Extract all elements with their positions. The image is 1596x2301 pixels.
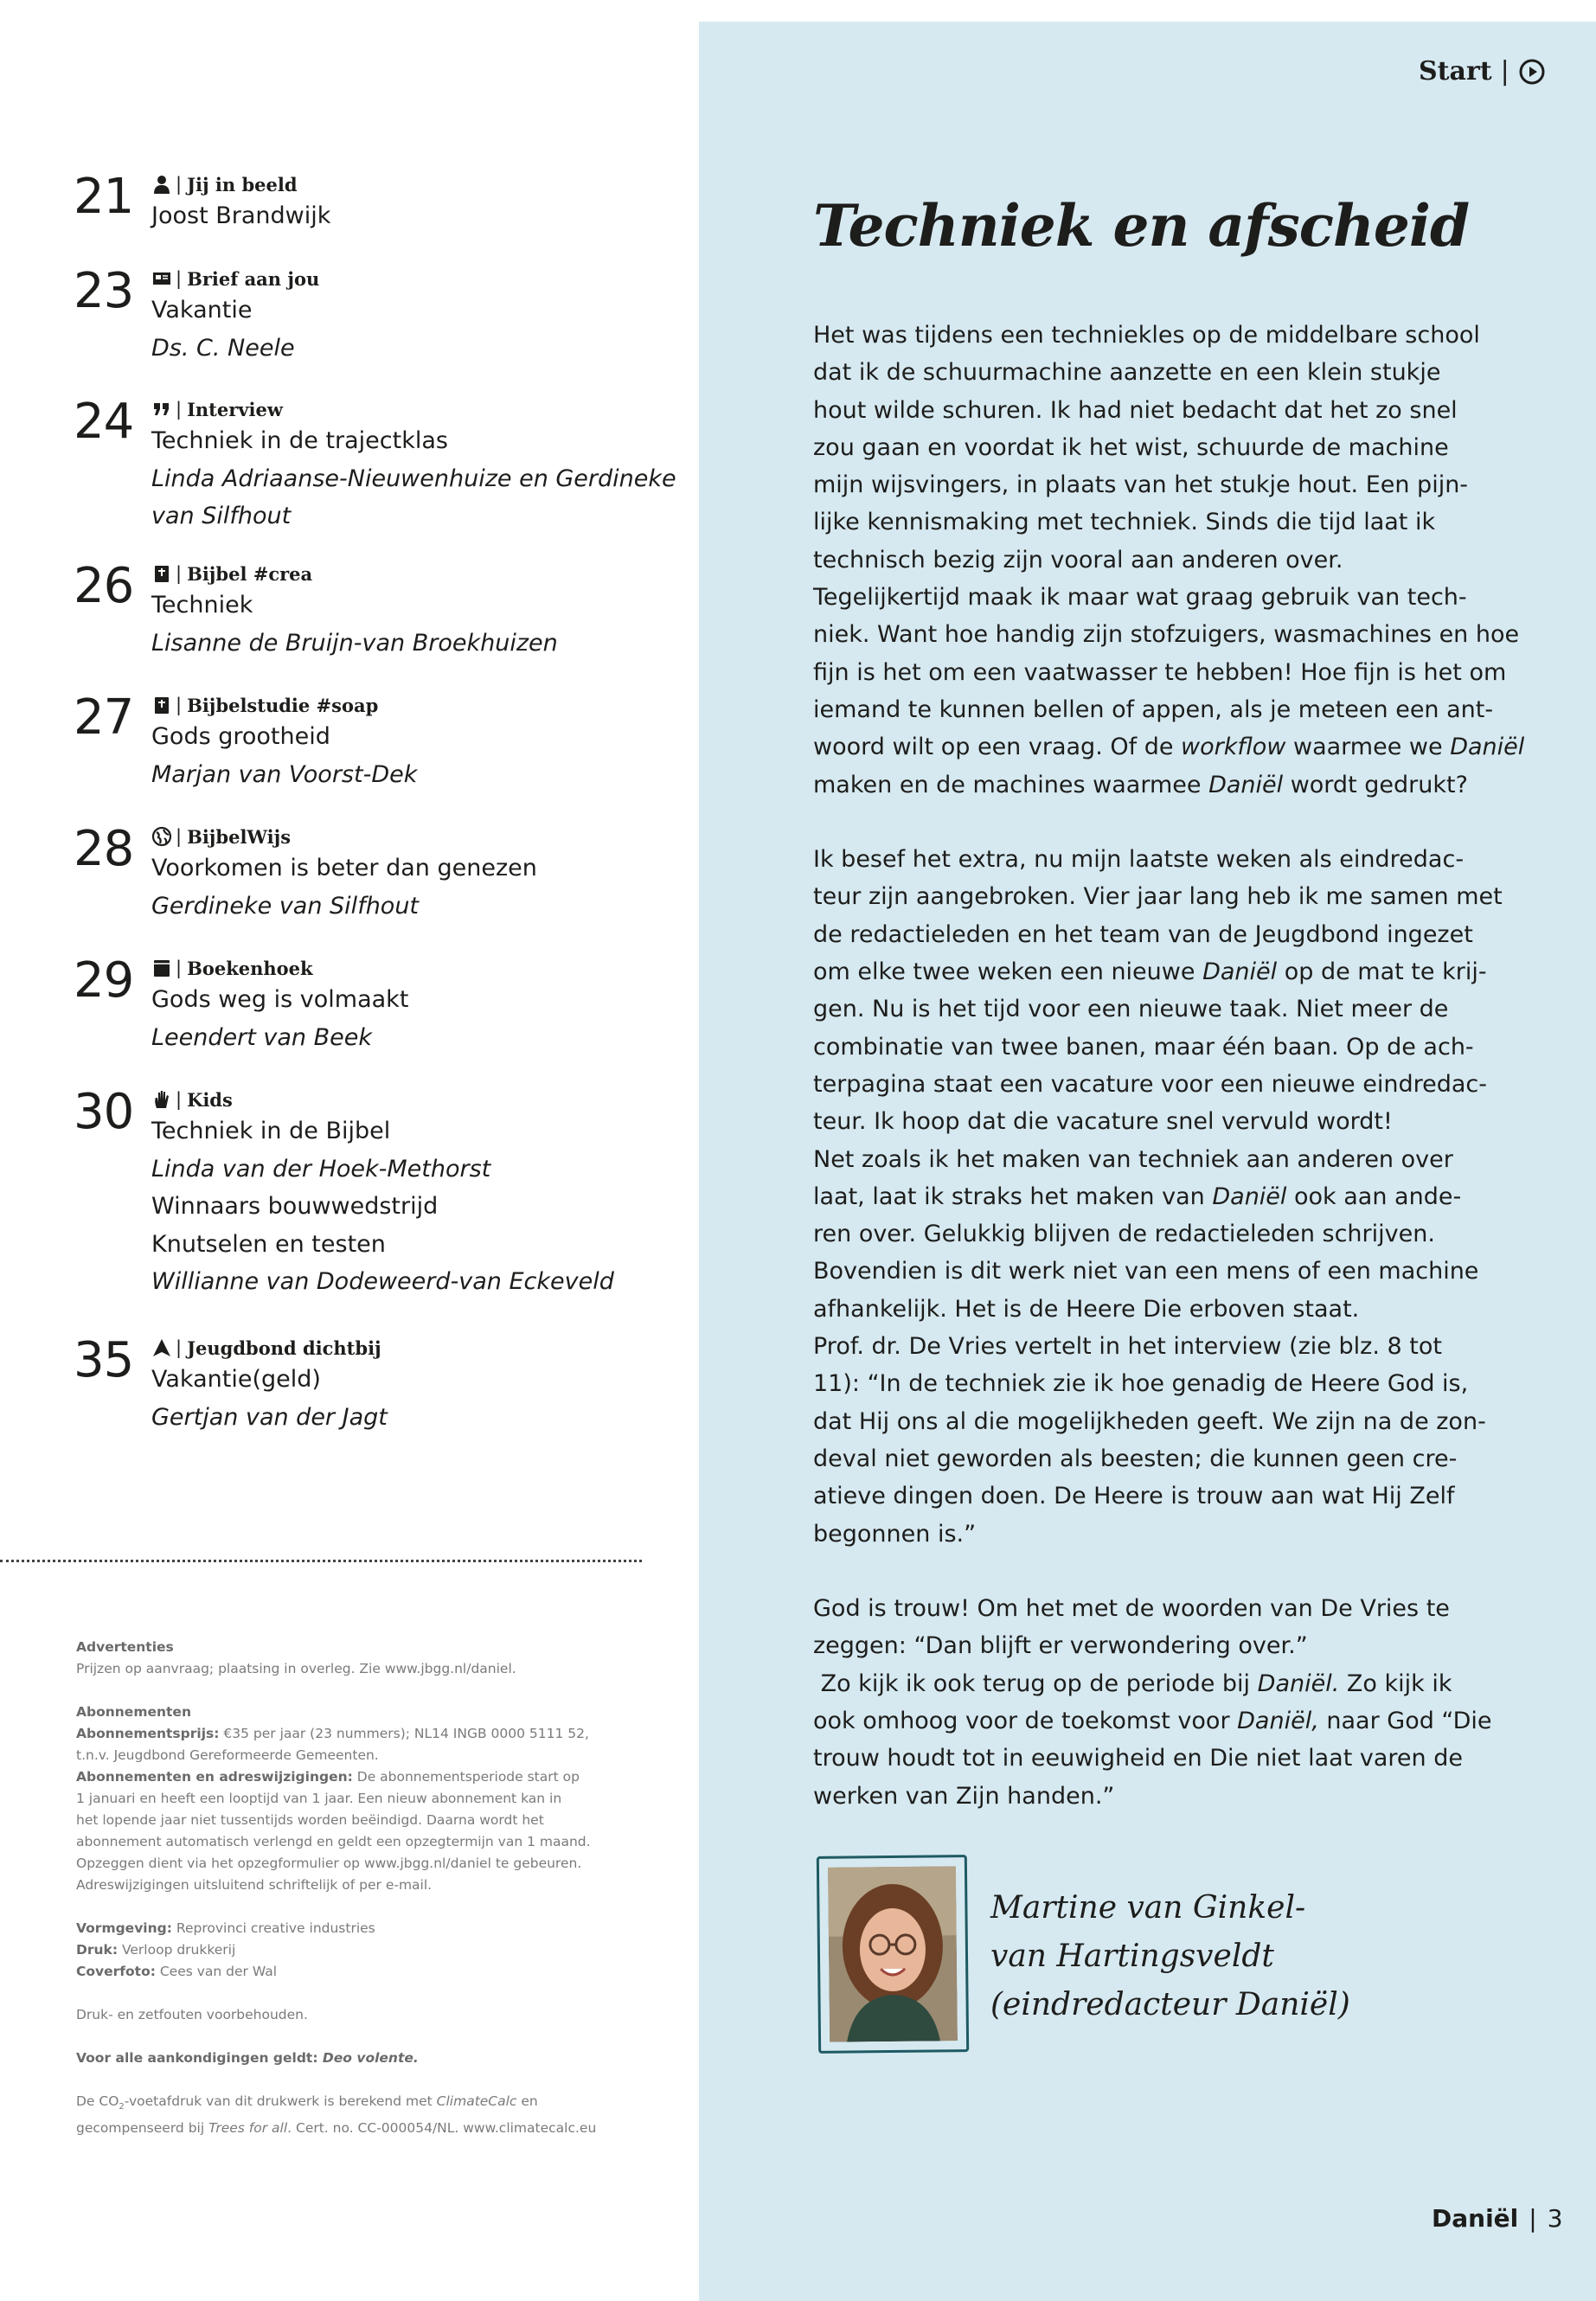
errata: Druk- en zetfouten voorbehouden. xyxy=(76,2007,308,2022)
text-line xyxy=(813,1178,1471,1215)
category-separator: | xyxy=(176,958,183,978)
category-separator: | xyxy=(176,1089,183,1110)
toc-title: Techniek xyxy=(151,592,253,619)
text-line: zou gaan en voordat ik het wist, schuurde de machine xyxy=(813,433,1449,461)
text-span: om elke twee weken een nieuwe xyxy=(813,958,1203,986)
text-line: Prof. dr. De Vries vertelt in het interview (zie blz. 8 tot xyxy=(813,1333,1442,1361)
subs-heading: Abonnementen xyxy=(76,1704,191,1720)
text-span: maken en de machines waarmee xyxy=(813,771,1209,798)
italic-span: Daniël, xyxy=(1237,1707,1319,1734)
toc-category xyxy=(151,824,705,849)
toc-page-number: 24 xyxy=(74,394,134,450)
signature-line: van Hartingsveldt xyxy=(990,1939,1274,1974)
subs-price-label: Abonnementsprijs: xyxy=(76,1726,220,1741)
italic-span: Daniël xyxy=(1450,734,1525,761)
text-line: 11): “In de techniek zie ik hoe genadig de Heere God is, xyxy=(813,1370,1469,1398)
subs-line: 1 januari en heeft een looptijd van 1 jaar. Een nieuw abonnement kan in xyxy=(76,1791,562,1806)
signature-line: Martine van Ginkel- xyxy=(990,1890,1306,1926)
toc-category-label: Bijbelstudie #soap xyxy=(187,694,379,716)
text-line: de redactieleden en het team van de Jeugdbond ingezet xyxy=(813,920,1473,948)
text-line: Bovendien is dit werk niet van een mens of een machine xyxy=(813,1258,1479,1285)
footer-separator: | xyxy=(1529,2204,1537,2233)
text-line: atieve dingen doen. De Heere is trouw aan wat Hij Zelf xyxy=(813,1483,1455,1510)
paragraph-2 xyxy=(813,841,1503,1553)
text-line: iemand te kunnen bellen of appen, als je meteen een ant- xyxy=(813,695,1494,723)
ads-heading: Advertenties xyxy=(76,1639,174,1655)
category-separator: | xyxy=(176,695,183,715)
toc-page-number: 21 xyxy=(74,169,134,225)
article-body xyxy=(813,317,1525,1815)
text-line: zeggen: “Dan blijft er verwondering over.” xyxy=(813,1632,1308,1660)
toc-title: Vakantie xyxy=(151,297,253,324)
text-line: fijn is het om een vaatwasser te hebben! Hoe fijn is het om xyxy=(813,658,1507,686)
toc-entry-body xyxy=(151,561,705,662)
toc-category-label: Kids xyxy=(187,1088,233,1111)
toc-title: Vakantie(geld) xyxy=(151,1366,321,1393)
text-span: ook omhoog voor de toekomst voor xyxy=(813,1707,1238,1734)
category-separator: | xyxy=(176,268,183,289)
toc-entry-body xyxy=(151,955,705,1056)
text-span: woord wilt op een vraag. Of de xyxy=(813,734,1182,761)
toc-author: Linda van der Hoek-Methorst xyxy=(151,1155,491,1183)
trees-for-all-text: Trees for all xyxy=(208,2120,288,2137)
toc-title: Winnaars bouwwedstrijd xyxy=(151,1193,439,1220)
text-span: Zo kijk ik ook terug op de periode bij xyxy=(813,1670,1258,1697)
text-line: Net zoals ik het maken van techniek aan anderen over xyxy=(813,1145,1453,1173)
text-line: mijn wijsvingers, in plaats van het stukje hout. Een pijn- xyxy=(813,471,1469,499)
text-span: op de mat te krij- xyxy=(1277,958,1487,986)
toc-title: Gods grootheid xyxy=(151,723,330,750)
italic-span: Daniël xyxy=(1212,1183,1287,1210)
text-span: naar God “Die xyxy=(1318,1707,1492,1734)
deo-text: Deo volente. xyxy=(317,2050,419,2066)
text-line: lijke kennismaking met techniek. Sinds die tijd laat ik xyxy=(813,509,1436,536)
quote-icon xyxy=(151,399,172,420)
text-line: combinatie van twee banen, maar één baan. Op de ach- xyxy=(813,1033,1474,1061)
category-separator: | xyxy=(176,174,183,195)
print-label: Druk: xyxy=(76,1942,119,1958)
toc-page-number: 28 xyxy=(74,821,134,877)
text-line: God is trouw! Om het met de woorden van De Vries te xyxy=(813,1595,1450,1623)
subs-change-label: Abonnementen en adreswijzigingen: xyxy=(76,1769,353,1785)
toc-category-label: Boekenhoek xyxy=(187,957,313,979)
category-separator: | xyxy=(176,1337,183,1358)
text-line: gen. Nu is het tijd voor een nieuwe taak. Niet meer de xyxy=(813,996,1449,1023)
text-span: ook aan ande- xyxy=(1286,1183,1462,1210)
toc-category xyxy=(151,266,705,292)
text-line xyxy=(813,1665,1471,1702)
toc-entry-body xyxy=(151,396,705,535)
subs-line: Opzeggen dient via het opzegformulier op www.jbgg.nl/daniel te gebeuren. xyxy=(76,1856,582,1871)
toc-category-label: Jij in beeld xyxy=(187,173,298,195)
text-line: ren over. Gelukkig blijven de redactieleden schrijven. xyxy=(813,1221,1435,1248)
subs-change-text: De abonnementsperiode start op xyxy=(352,1769,580,1785)
hand-icon xyxy=(151,1089,172,1110)
toc-page-number: 26 xyxy=(74,558,134,614)
page-number: 3 xyxy=(1547,2204,1563,2233)
text-line: terpagina staat een vacature voor een nieuwe eindredac- xyxy=(813,1070,1487,1098)
toc-title: Gods weg is volmaakt xyxy=(151,986,409,1013)
toc-title: Knutselen en testen xyxy=(151,1230,386,1258)
toc-page-number: 30 xyxy=(74,1084,134,1140)
text-line: Ik besef het extra, nu mijn laatste weken als eindredac- xyxy=(813,846,1465,874)
print-text: Verloop drukkerij xyxy=(118,1942,236,1958)
text-line: dat Hij ons al die mogelijkheden geeft. We zijn na de zon- xyxy=(813,1407,1486,1435)
text-line: hout wilde schuren. Ik had niet bedacht dat het zo snel xyxy=(813,396,1458,424)
toc-entry-body xyxy=(151,1335,705,1436)
article-title: Techniek en afscheid xyxy=(813,192,1470,260)
text-span: Zo kijk ik xyxy=(1339,1670,1452,1697)
toc-author: Linda Adriaanse-Nieuwenhuize en Gerdineke xyxy=(151,465,676,492)
toc-category xyxy=(151,1086,705,1112)
co2-text: gecompenseerd bij xyxy=(76,2120,209,2137)
subs-line: Adreswijzigingen uitsluitend schriftelijk of per e-mail. xyxy=(76,1877,433,1893)
bible-icon xyxy=(151,563,172,584)
text-line xyxy=(813,953,1487,990)
toc-page-number: 29 xyxy=(74,952,134,1009)
text-line: begonnen is.” xyxy=(813,1520,977,1548)
category-separator: | xyxy=(176,826,183,847)
toc-page-number: 27 xyxy=(74,689,134,746)
toc-entry-body xyxy=(151,692,705,793)
start-nav[interactable] xyxy=(1419,56,1546,87)
text-span: waarmee we xyxy=(1285,734,1451,761)
magazine-name: Daniël xyxy=(1432,2204,1519,2233)
text-line xyxy=(813,728,1525,766)
co2-text: en xyxy=(516,2093,538,2109)
design-text: Reprovinci creative industries xyxy=(171,1920,375,1936)
co2-text: . Cert. no. CC-000054/NL. www.climatecalc.eu xyxy=(287,2120,597,2137)
colophon xyxy=(76,1637,630,2161)
text-line: werken van Zijn handen.” xyxy=(813,1782,1115,1810)
text-line: teur. Ik hoop dat die vacature snel vervuld wordt! xyxy=(813,1108,1393,1136)
subs-price-text: €35 per jaar (23 nummers); NL14 INGB 0000 5111 52, xyxy=(219,1726,589,1741)
toc-category xyxy=(151,955,705,981)
co2-text: -voetafdruk van dit drukwerk is berekend met xyxy=(124,2093,437,2109)
toc-author: Marjan van Voorst-Dek xyxy=(151,760,418,788)
toc-category-label: BijbelWijs xyxy=(187,825,292,848)
toc-page-number: 35 xyxy=(74,1332,134,1388)
toc-entry-body xyxy=(151,171,705,235)
toc-category-label: Interview xyxy=(187,398,283,420)
author-signature xyxy=(990,1884,1350,2029)
page-footer xyxy=(1432,2204,1563,2233)
subs-line: abonnement automatisch verlengd en geldt een opzegtermijn van 1 maand. xyxy=(76,1834,591,1849)
category-separator: | xyxy=(176,399,183,420)
text-line: deval niet geworden als beesten; die kunnen geen cre- xyxy=(813,1445,1458,1472)
globe-icon xyxy=(151,826,172,847)
text-line xyxy=(813,1702,1492,1740)
toc-title: Techniek in de Bijbel xyxy=(151,1118,391,1144)
toc-category xyxy=(151,396,705,422)
toc-title: Voorkomen is beter dan genezen xyxy=(151,855,537,881)
paragraph-1 xyxy=(813,317,1525,804)
toc-category-label: Bijbel #crea xyxy=(187,562,313,585)
italic-span: Daniël. xyxy=(1257,1670,1340,1697)
toc-title: Techniek in de trajectklas xyxy=(151,427,448,454)
arrow-icon xyxy=(151,1337,172,1358)
text-line: Het was tijdens een techniekles op de middelbare school xyxy=(813,322,1480,349)
toc-page-number: 23 xyxy=(74,263,134,319)
signature-line: (eindredacteur Daniël) xyxy=(990,1987,1350,2022)
dotted-divider xyxy=(0,1560,642,1562)
italic-span: workflow xyxy=(1181,734,1286,761)
design-label: Vormgeving: xyxy=(76,1920,172,1936)
text-line: niek. Want hoe handig zijn stofzuigers, wasmachines en hoe xyxy=(813,621,1520,649)
text-line: afhankelijk. Het is de Heere Die erboven staat. xyxy=(813,1295,1360,1323)
toc-author: Lisanne de Bruijn-van Broekhuizen xyxy=(151,629,558,657)
co2-text: De CO xyxy=(76,2093,119,2109)
italic-span: Daniël xyxy=(1202,958,1278,986)
toc-category xyxy=(151,692,705,718)
nav-separator: | xyxy=(1500,56,1509,87)
toc-author: van Silfhout xyxy=(151,503,292,529)
toc-author: Leendert van Beek xyxy=(151,1023,372,1051)
subs-line: het lopende jaar niet tussentijds worden beëindigd. Daarna wordt het xyxy=(76,1812,544,1828)
author-photo-frame xyxy=(817,1855,969,2054)
start-label[interactable]: Start xyxy=(1419,56,1492,87)
text-line: Tegelijkertijd maak ik maar wat graag gebruik van tech- xyxy=(813,584,1467,612)
toc-author: Willianne van Dodeweerd-van Eckeveld xyxy=(151,1268,614,1295)
toc-category xyxy=(151,561,705,586)
text-line: technisch bezig zijn vooral aan anderen over. xyxy=(813,546,1343,574)
subs-price-text2: t.n.v. Jeugdbond Gereformeerde Gemeenten. xyxy=(76,1747,379,1763)
toc-title: Joost Brandwijk xyxy=(151,202,331,229)
toc-category-label: Brief aan jou xyxy=(187,267,320,290)
person-icon xyxy=(151,174,172,195)
toc-author: Gerdineke van Silfhout xyxy=(151,892,420,920)
toc-author: Ds. C. Neele xyxy=(151,334,295,362)
toc-entry-body xyxy=(151,824,705,925)
bible-icon xyxy=(151,695,172,715)
deo-label: Voor alle aankondigingen geldt: xyxy=(76,2050,318,2066)
text-line: dat ik de schuurmachine aanzette en een klein stukje xyxy=(813,359,1441,387)
toc-author: Gertjan van der Jagt xyxy=(151,1403,388,1431)
ads-text: Prijzen op aanvraag; plaatsing in overleg. Zie www.jbgg.nl/daniel. xyxy=(76,1661,516,1676)
letter-icon xyxy=(151,268,172,289)
toc-category-label: Jeugdbond dichtbij xyxy=(187,1336,381,1359)
play-circle-icon[interactable] xyxy=(1518,58,1546,86)
toc-entry-body xyxy=(151,1086,705,1301)
toc-category xyxy=(151,1335,705,1361)
paragraph-3 xyxy=(813,1590,1492,1815)
toc-category xyxy=(151,171,705,197)
text-line: trouw houdt tot in eeuwigheid en Die niet laat varen de xyxy=(813,1745,1463,1772)
cover-text: Cees van der Wal xyxy=(155,1964,277,1979)
author-photo xyxy=(828,1866,958,2042)
text-line xyxy=(813,766,1471,804)
text-span: wordt gedrukt? xyxy=(1283,771,1468,798)
category-separator: | xyxy=(176,563,183,584)
book-icon xyxy=(151,958,172,978)
cover-label: Coverfoto: xyxy=(76,1964,156,1979)
climatecalc-text: ClimateCalc xyxy=(436,2093,517,2109)
co2-note xyxy=(76,2091,630,2139)
text-span: laat, laat ik straks het maken van xyxy=(813,1183,1213,1210)
italic-span: Daniël xyxy=(1208,771,1284,798)
co2-sub: 2 xyxy=(119,2102,125,2112)
toc-entry-body xyxy=(151,266,705,367)
text-line: teur zijn aangebroken. Vier jaar lang heb ik me samen met xyxy=(813,883,1503,911)
